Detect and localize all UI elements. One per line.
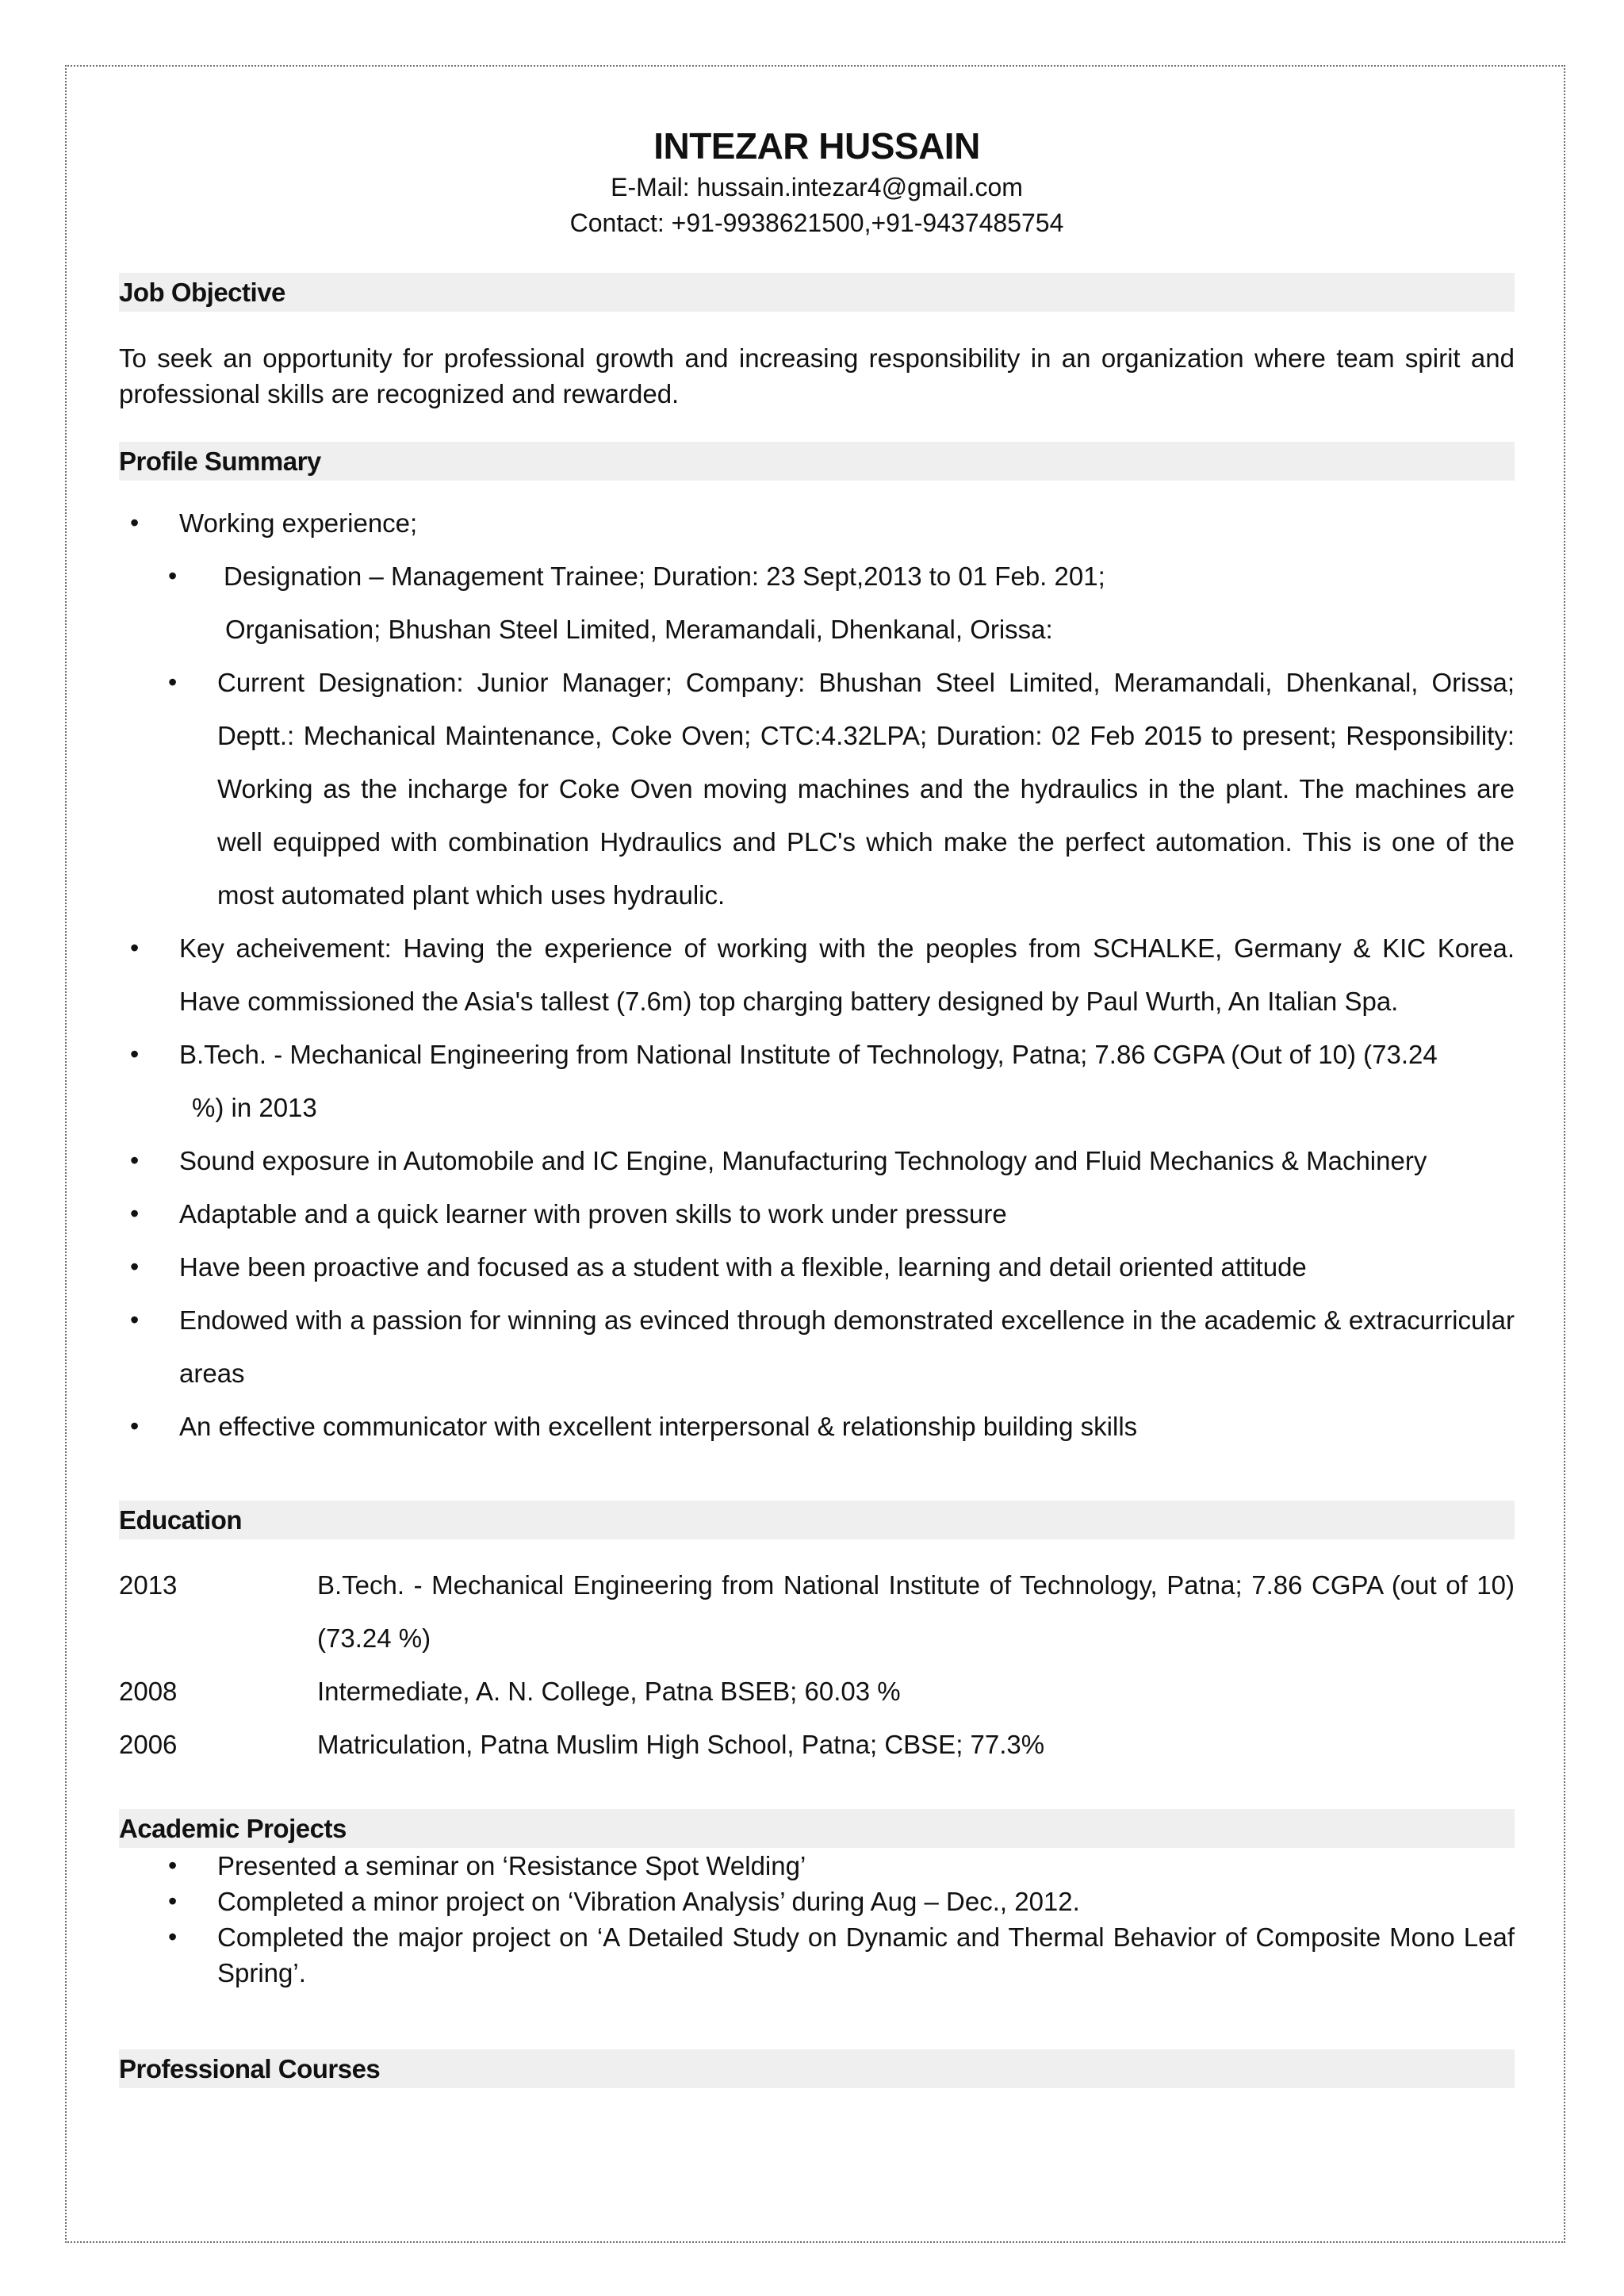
list-item: • Have been proactive and focused as a student with a flexible, learning and detail oriented attitude — [119, 1240, 1515, 1294]
section-education: Education — [119, 1501, 1515, 1539]
designation-1: Designation – Management Trainee; Duration: 23 Sept,2013 to 01 Feb. 201; — [224, 562, 1105, 591]
section-profile-summary: Profile Summary — [119, 442, 1515, 481]
list-item: • B.Tech. - Mechanical Engineering from National Institute of Technology, Patna; 7.86 CGPA (Out of 10) (73.24 — [119, 1028, 1515, 1081]
education-detail: Matriculation, Patna Muslim High School, Patna; CBSE; 77.3% — [317, 1730, 1045, 1759]
contact-line: Contact: +91-9938621500,+91-9437485754 — [569, 209, 1064, 237]
section-professional-courses: Professional Courses — [119, 2049, 1515, 2088]
list-item — [119, 550, 1515, 603]
list-item: • Presented a seminar on ‘Resistance Spot Welding’ — [119, 1848, 1515, 1884]
education-detail: Intermediate, A. N. College, Patna BSEB; 60.03 % — [317, 1677, 901, 1706]
profile-summary-list — [119, 496, 1515, 1453]
list-item: • Completed the major project on ‘A Detailed Study on Dynamic and Thermal Behavior of Composite Mono Leaf Spring’. — [119, 1919, 1515, 1991]
job-objective-text: To seek an opportunity for professional growth and increasing responsibility in an organization where team spirit and professional skills are recognized and rewarded. — [119, 343, 1515, 408]
email-line: E-Mail: hussain.intezar4@gmail.com — [611, 173, 1023, 201]
section-academic-projects: Academic Projects — [119, 1809, 1515, 1848]
education-row — [119, 1665, 1515, 1718]
list-item: • Sound exposure in Automobile and IC Engine, Manufacturing Technology and Fluid Mechanics & Machinery — [119, 1134, 1515, 1187]
list-item: • Current Designation: Junior Manager; Company: Bhushan Steel Limited, Meramandali, Dhenkanal, Orissa; Deptt.: Mechanical Maintenance, Coke Oven; CTC:4.32LPA; Duration: 02 Feb 2015 to present; Responsibility: Working as the incharge for Coke Oven moving machines and the hydraulics in the plant. The machines are well equipped with combination Hydraulics and PLC's which make the perfect automation. This is one of the most automated plant which uses hydraulic. — [119, 656, 1515, 922]
list-item: • Key acheivement: Having the experience of working with the peoples from SCHALKE, Germany & KIC Korea. Have commissioned the Asia's tallest (7.6m) top charging battery designed by Paul Wurth, An Italian Spa. — [119, 922, 1515, 1028]
academic-projects-list — [119, 1848, 1515, 1991]
list-item: • Completed a minor project on ‘Vibration Analysis’ during Aug – Dec., 2012. — [119, 1884, 1515, 1919]
list-item: • Endowed with a passion for winning as evinced through demonstrated excellence in the academic & extracurricular areas — [119, 1294, 1515, 1400]
education-row — [119, 1558, 1515, 1665]
list-item: • An effective communicator with excellent interpersonal & relationship building skills — [119, 1400, 1515, 1453]
section-job-objective: Job Objective — [119, 273, 1515, 312]
education-year: 2013 — [119, 1570, 178, 1600]
candidate-name: INTEZAR HUSSAIN — [653, 125, 980, 167]
list-item: • Adaptable and a quick learner with proven skills to work under pressure — [119, 1187, 1515, 1240]
education-year: 2006 — [119, 1730, 178, 1759]
btech-continuation: %) in 2013 — [192, 1093, 317, 1122]
designation-1-org: Organisation; Bhushan Steel Limited, Meramandali, Dhenkanal, Orissa: — [225, 615, 1053, 644]
education-detail: B.Tech. - Mechanical Engineering from National Institute of Technology, Patna; 7.86 CGPA (out of 10) (73.24 %) — [317, 1570, 1515, 1653]
education-row — [119, 1718, 1515, 1771]
education-year: 2008 — [119, 1677, 178, 1706]
resume-content — [119, 119, 1515, 2088]
education-table — [119, 1558, 1515, 1771]
list-item: • Working experience; — [119, 496, 1515, 550]
